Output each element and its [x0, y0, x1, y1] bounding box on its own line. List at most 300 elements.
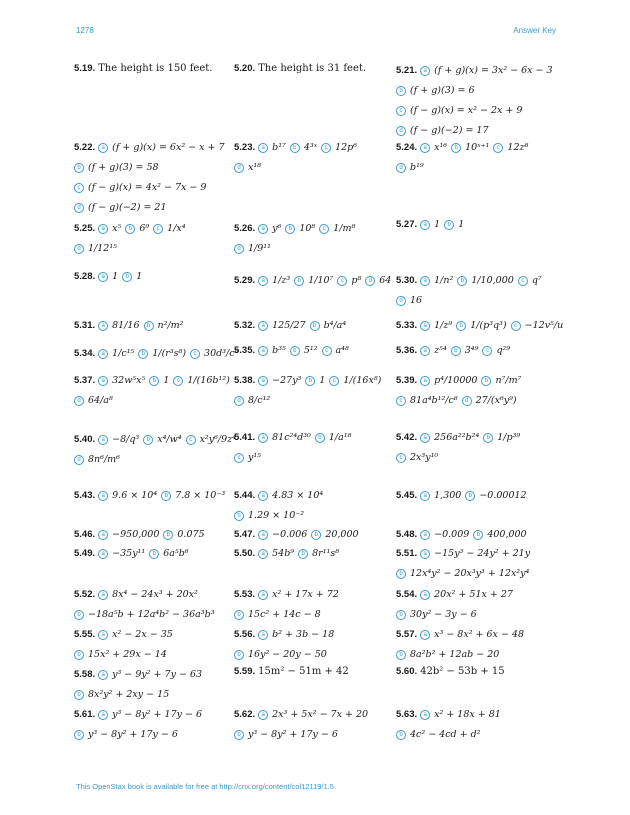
- answer-5-50: [234, 544, 343, 564]
- answer-part-d: [234, 158, 261, 178]
- part-label-icon: a: [258, 491, 268, 501]
- answer-line: [396, 605, 517, 625]
- answer-line: [396, 525, 531, 545]
- answer-line: [234, 391, 385, 411]
- answer-text: The height is 150 feet.: [98, 63, 213, 74]
- answer-line: [396, 316, 567, 336]
- answer-line: [396, 448, 524, 468]
- answer-line: [234, 705, 372, 725]
- answer-expression: 32w⁵x⁵: [112, 375, 146, 386]
- answer-expression: 2x³y¹⁰: [410, 452, 439, 463]
- answer-expression: y³ − 8y² + 17y − 6: [248, 729, 338, 740]
- answer-5-46: [74, 525, 209, 545]
- part-label-icon: a: [258, 433, 268, 443]
- answer-part-b: [122, 267, 142, 287]
- part-label-icon: b: [74, 163, 84, 173]
- answer-part-b: [310, 316, 347, 336]
- answer-line: [74, 705, 206, 725]
- problem-number: 5.60.: [396, 666, 418, 677]
- part-label-icon: b: [396, 569, 406, 579]
- answer-expression: y⁶: [272, 223, 282, 234]
- part-label-icon: b: [310, 321, 320, 331]
- answer-line: [234, 625, 338, 645]
- answer-line: [74, 685, 206, 705]
- problem-number: 5.25.: [74, 223, 96, 234]
- answer-expression: 1: [458, 219, 465, 230]
- answer-expression: −35y¹¹: [112, 548, 146, 559]
- answer-expression: x¹⁶: [434, 142, 448, 153]
- answer-expression: 1: [319, 375, 326, 386]
- part-label-icon: a: [258, 143, 268, 153]
- problem-number: 5.42.: [396, 432, 418, 443]
- answer-line: [396, 391, 525, 411]
- answer-expression: b⁴/a⁴: [323, 320, 347, 331]
- answer-part-b: [74, 158, 159, 178]
- answer-expression: 15x² + 29x − 14: [88, 649, 167, 660]
- answer-expression: n²/m²: [157, 320, 184, 331]
- part-label-icon: d: [365, 276, 375, 286]
- answer-expression: 1/a¹⁸: [328, 432, 352, 443]
- part-label-icon: a: [420, 590, 430, 600]
- answer-part-a: [98, 430, 139, 450]
- answer-5-54: [396, 585, 517, 625]
- answer-5-48: [396, 525, 531, 545]
- answer-part-a: [258, 585, 339, 605]
- answer-part-b: [451, 138, 489, 158]
- answer-part-b: [294, 271, 333, 291]
- answer-expression: −12v⁵/u: [524, 320, 564, 331]
- answer-expression: b³⁵: [272, 345, 286, 356]
- answer-part-a: [98, 344, 134, 364]
- answer-5-33: [396, 316, 567, 336]
- part-label-icon: a: [98, 349, 108, 359]
- answer-line: [396, 81, 557, 101]
- answer-expression: 1/(p³q³): [470, 320, 507, 331]
- answer-expression: 30d³/c⁸: [204, 348, 239, 359]
- part-label-icon: c: [153, 224, 163, 234]
- answer-part-b: [290, 138, 317, 158]
- answer-expression: 8/c¹²: [248, 395, 271, 406]
- answer-expression: 1.29 × 10⁻²: [248, 510, 305, 521]
- answer-5-58: [74, 665, 206, 705]
- answer-expression: 54b⁹: [272, 548, 295, 559]
- answer-line: [396, 725, 505, 745]
- answer-part-a: [98, 525, 159, 545]
- part-label-icon: b: [315, 433, 325, 443]
- answer-5-45: [396, 486, 531, 506]
- answer-expression: x² − 2x − 35: [112, 629, 173, 640]
- problem-number: 5.33.: [396, 320, 418, 331]
- answer-5-42: [396, 428, 524, 468]
- answer-line: [396, 271, 546, 291]
- answer-expression: (f − g)(x) = x² − 2x + 9: [410, 105, 523, 116]
- answer-expression: b¹⁹: [410, 162, 424, 173]
- answer-part-b: [457, 271, 514, 291]
- part-label-icon: c: [518, 276, 528, 286]
- answer-part-c: [186, 430, 236, 450]
- answer-part-b: [311, 525, 358, 545]
- problem-number: 5.34.: [74, 348, 96, 359]
- problem-number: 5.59.: [234, 666, 256, 677]
- answer-part-d: [396, 291, 422, 311]
- problem-number: 5.24.: [396, 142, 418, 153]
- answer-5-49: [74, 544, 193, 564]
- answer-part-a: [258, 371, 301, 391]
- part-label-icon: a: [98, 321, 108, 331]
- answer-part-a: [420, 428, 479, 448]
- answer-expression: x²y⁶/9z⁴: [199, 434, 236, 445]
- answer-expression: 12p⁶: [335, 142, 358, 153]
- answer-expression: (f − g)(−2) = 17: [410, 125, 489, 136]
- answer-part-a: [258, 525, 307, 545]
- answer-part-b: [74, 605, 215, 625]
- part-label-icon: b: [163, 530, 173, 540]
- answer-expression: 8x²y² + 2xy − 15: [88, 689, 170, 700]
- answer-expression: 1: [136, 271, 143, 282]
- answer-5-38: [234, 371, 385, 411]
- answer-part-b: [451, 341, 479, 361]
- answer-5-29: [234, 271, 395, 291]
- answer-expression: 64: [379, 275, 392, 286]
- answer-expression: q²⁹: [496, 345, 511, 356]
- answer-part-c: [190, 344, 238, 364]
- problem-number: 5.41.: [234, 432, 256, 443]
- part-label-icon: c: [319, 224, 329, 234]
- answer-expression: 10⁸: [299, 223, 316, 234]
- answer-part-d: [74, 391, 113, 411]
- answer-text: 42b² − 53b + 15: [420, 666, 505, 677]
- answer-part-a: [258, 705, 368, 725]
- part-label-icon: d: [74, 203, 84, 213]
- answer-5-23: [234, 138, 361, 178]
- part-label-icon: b: [396, 650, 406, 660]
- answer-5-62: [234, 705, 372, 745]
- answer-line: [396, 291, 546, 311]
- problem-number: 5.19.: [74, 63, 96, 74]
- part-label-icon: c: [482, 346, 492, 356]
- part-label-icon: d: [74, 455, 84, 465]
- answer-line: [396, 215, 468, 235]
- answer-part-a: [420, 486, 461, 506]
- answer-part-d: [365, 271, 391, 291]
- answer-part-b: [74, 645, 167, 665]
- answer-5-53: [234, 585, 343, 625]
- answer-expression: 125/27: [272, 320, 306, 331]
- answer-expression: 16y² − 20y − 50: [248, 649, 327, 660]
- part-label-icon: d: [234, 244, 244, 254]
- part-label-icon: b: [74, 650, 84, 660]
- answer-line: [74, 585, 219, 605]
- problem-number: 5.47.: [234, 529, 256, 540]
- part-label-icon: c: [74, 183, 84, 193]
- part-label-icon: b: [451, 346, 461, 356]
- part-label-icon: a: [420, 491, 430, 501]
- part-label-icon: b: [234, 511, 244, 521]
- answer-5-63: [396, 705, 505, 745]
- answer-expression: (f + g)(x) = 3x² − 6x − 3: [434, 65, 553, 76]
- answer-line: [396, 341, 514, 361]
- part-label-icon: a: [258, 321, 268, 331]
- answer-part-a: [98, 267, 118, 287]
- answer-part-a: [420, 371, 477, 391]
- answer-5-19: [74, 59, 212, 79]
- answer-part-a: [420, 138, 447, 158]
- answer-5-30: [396, 271, 546, 311]
- answer-5-44: [234, 486, 327, 526]
- answer-part-c: [321, 138, 357, 158]
- answer-expression: 8r¹¹s⁸: [312, 548, 340, 559]
- problem-number: 5.61.: [74, 709, 96, 720]
- answer-part-c: [329, 371, 381, 391]
- answer-expression: 1: [163, 375, 170, 386]
- problem-number: 5.30.: [396, 275, 418, 286]
- answer-5-31: [74, 316, 187, 336]
- answer-part-b: [473, 525, 526, 545]
- answer-part-b: [74, 685, 169, 705]
- answer-part-b: [74, 725, 178, 745]
- problem-number: 5.55.: [74, 629, 96, 640]
- answer-line: [74, 59, 212, 79]
- answer-part-a: [258, 316, 305, 336]
- part-label-icon: b: [234, 610, 244, 620]
- part-label-icon: b: [125, 224, 135, 234]
- answer-expression: (f − g)(−2) = 21: [88, 202, 167, 213]
- answer-part-a: [98, 625, 173, 645]
- answer-expression: (f + g)(3) = 6: [410, 85, 475, 96]
- problem-number: 5.54.: [396, 589, 418, 600]
- answer-5-35: [234, 341, 353, 361]
- answer-part-c: [337, 271, 361, 291]
- answer-part-a: [420, 585, 513, 605]
- part-label-icon: b: [74, 690, 84, 700]
- problem-number: 5.20.: [234, 63, 256, 74]
- answer-line: [74, 138, 229, 158]
- part-label-icon: b: [149, 376, 159, 386]
- answer-5-20: [234, 59, 366, 79]
- part-label-icon: a: [258, 549, 268, 559]
- answer-expression: p⁴/10000: [434, 375, 478, 386]
- part-label-icon: a: [258, 590, 268, 600]
- answer-part-d: [396, 158, 424, 178]
- answer-line: [74, 371, 234, 391]
- answer-expression: x⁴/w⁴: [157, 434, 182, 445]
- part-label-icon: c: [186, 435, 196, 445]
- part-label-icon: a: [420, 710, 430, 720]
- answer-5-59: [234, 662, 349, 682]
- problem-number: 5.46.: [74, 529, 96, 540]
- answer-expression: −0.006: [272, 529, 308, 540]
- answer-line: [396, 428, 524, 448]
- answer-line: [234, 506, 327, 526]
- answer-line: [396, 544, 534, 564]
- answer-line: [396, 585, 517, 605]
- problem-number: 5.26.: [234, 223, 256, 234]
- problem-number: 5.51.: [396, 548, 418, 559]
- answer-expression: x² + 17x + 72: [272, 589, 339, 600]
- answer-part-c: [396, 391, 458, 411]
- problem-number: 5.38.: [234, 375, 256, 386]
- answer-part-c: [518, 271, 542, 291]
- part-label-icon: c: [511, 321, 521, 331]
- answer-part-b: [456, 316, 506, 336]
- answer-expression: 1/10,000: [471, 275, 514, 286]
- problem-number: 5.22.: [74, 142, 96, 153]
- part-label-icon: b: [161, 491, 171, 501]
- answer-part-a: [98, 486, 157, 506]
- part-label-icon: a: [420, 530, 430, 540]
- answer-expression: 1/(16x⁸): [343, 375, 382, 386]
- answer-line: [74, 158, 229, 178]
- answer-line: [74, 605, 219, 625]
- answer-part-a: [420, 625, 524, 645]
- part-label-icon: d: [396, 126, 406, 136]
- part-label-icon: a: [98, 491, 108, 501]
- answer-5-61: [74, 705, 206, 745]
- answer-line: [234, 138, 361, 158]
- answer-part-c: [234, 448, 261, 468]
- answer-line: [234, 371, 385, 391]
- problem-number: 5.49.: [74, 548, 96, 559]
- answer-5-36: [396, 341, 514, 361]
- answer-part-b: [305, 371, 325, 391]
- problem-number: 5.44.: [234, 490, 256, 501]
- problem-number: 5.39.: [396, 375, 418, 386]
- answer-5-57: [396, 625, 528, 665]
- answer-line: [396, 486, 531, 506]
- answer-expression: 400,000: [487, 529, 527, 540]
- answer-5-37: [74, 371, 234, 411]
- answer-expression: 1/z⁹: [434, 320, 453, 331]
- part-label-icon: a: [420, 433, 430, 443]
- answer-line: [234, 239, 359, 259]
- answer-part-a: [98, 138, 224, 158]
- part-label-icon: a: [258, 710, 268, 720]
- part-label-icon: a: [98, 272, 108, 282]
- part-label-icon: a: [420, 276, 430, 286]
- problem-number: 5.23.: [234, 142, 256, 153]
- answer-part-b: [483, 428, 520, 448]
- part-label-icon: c: [337, 276, 347, 286]
- answer-line: [234, 219, 359, 239]
- answer-expression: x¹⁸: [248, 162, 261, 173]
- part-label-icon: a: [420, 220, 430, 230]
- answer-line: [74, 725, 206, 745]
- part-label-icon: a: [420, 321, 430, 331]
- answer-line: [234, 662, 349, 682]
- answer-line: [234, 428, 355, 448]
- answer-expression: −15y³ − 24y² + 21y: [434, 548, 531, 559]
- part-label-icon: a: [420, 143, 430, 153]
- answer-part-a: [420, 525, 469, 545]
- answer-line: [234, 725, 372, 745]
- answer-line: [396, 564, 534, 584]
- part-label-icon: b: [473, 530, 483, 540]
- answer-expression: 15c² + 14c − 8: [248, 609, 321, 620]
- answer-expression: 8x⁴ − 24x³ + 20x²: [112, 589, 198, 600]
- answer-part-c: [319, 219, 355, 239]
- part-label-icon: b: [138, 349, 148, 359]
- answer-5-22: [74, 138, 229, 218]
- answer-5-43: [74, 486, 229, 506]
- part-label-icon: a: [98, 224, 108, 234]
- answer-expression: 1/10⁷: [308, 275, 334, 286]
- answer-part-b: [481, 371, 521, 391]
- part-label-icon: b: [298, 549, 308, 559]
- answer-part-a: [258, 625, 334, 645]
- answer-expression: −27y³: [272, 375, 302, 386]
- answer-part-d: [234, 391, 270, 411]
- answer-expression: 1: [434, 219, 441, 230]
- part-label-icon: a: [420, 346, 430, 356]
- answer-expression: 20x² + 51x + 27: [434, 589, 513, 600]
- answer-expression: −8/q³: [112, 434, 140, 445]
- problem-number: 5.58.: [74, 669, 96, 680]
- answer-line: [396, 705, 505, 725]
- answer-expression: p⁸: [351, 275, 362, 286]
- answer-expression: 10ˣ⁺¹: [465, 142, 490, 153]
- answer-line: [396, 371, 525, 391]
- answer-part-a: [98, 705, 202, 725]
- answer-line: [234, 271, 395, 291]
- answer-line: [74, 391, 234, 411]
- answer-part-a: [420, 61, 552, 81]
- answer-part-d: [74, 450, 120, 470]
- answer-expression: 3⁴⁹: [464, 345, 479, 356]
- answer-expression: y³ − 8y² + 17y − 6: [88, 729, 178, 740]
- answer-part-b: [285, 219, 315, 239]
- answer-line: [396, 138, 532, 158]
- answer-5-34: [74, 344, 242, 364]
- answer-part-b: [125, 219, 149, 239]
- answer-part-c: [396, 448, 438, 468]
- answer-expression: 1/z³: [272, 275, 291, 286]
- part-label-icon: d: [234, 163, 244, 173]
- answer-part-b: [143, 430, 181, 450]
- problem-number: 5.36.: [396, 345, 418, 356]
- answer-line: [74, 198, 229, 218]
- answer-expression: 0.075: [177, 529, 205, 540]
- answer-line: [74, 344, 242, 364]
- answer-expression: 30y² − 3y − 6: [410, 609, 477, 620]
- answer-expression: z⁵⁴: [434, 345, 447, 356]
- part-label-icon: c: [396, 106, 406, 116]
- answer-part-d: [74, 198, 167, 218]
- answer-part-d: [462, 391, 517, 411]
- answer-expression: 16: [410, 295, 423, 306]
- answer-5-24: [396, 138, 532, 178]
- answer-expression: 81/16: [112, 320, 140, 331]
- answer-line: [74, 525, 209, 545]
- part-label-icon: a: [98, 670, 108, 680]
- problem-number: 5.62.: [234, 709, 256, 720]
- answer-expression: 7.8 × 10⁻³: [175, 490, 226, 501]
- answer-part-c: [511, 316, 564, 336]
- answer-expression: 1/12¹⁵: [88, 243, 117, 254]
- answer-expression: 1: [112, 271, 119, 282]
- part-label-icon: a: [98, 710, 108, 720]
- answer-part-a: [420, 271, 453, 291]
- answer-line: [234, 158, 361, 178]
- answer-5-39: [396, 371, 525, 411]
- problem-number: 5.37.: [74, 375, 96, 386]
- part-label-icon: c: [321, 143, 331, 153]
- answer-expression: 4³ˣ: [303, 142, 318, 153]
- answer-text: The height is 31 feet.: [258, 63, 367, 74]
- answer-expression: −0.00012: [479, 490, 527, 501]
- section-title: Answer Key: [513, 26, 556, 35]
- answer-part-d: [74, 239, 117, 259]
- problem-number: 5.43.: [74, 490, 96, 501]
